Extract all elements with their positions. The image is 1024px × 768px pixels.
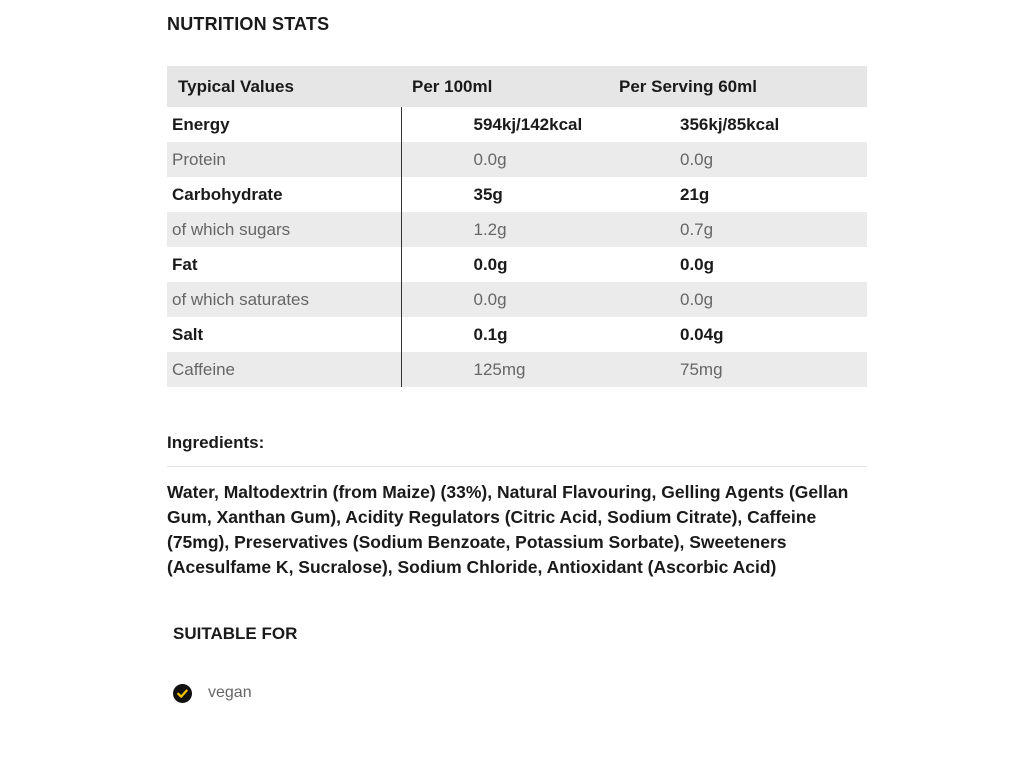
row-label: Protein — [167, 142, 401, 177]
header-per-100ml: Per 100ml — [412, 76, 493, 96]
nutrition-table — [167, 66, 868, 387]
row-label: of which saturates — [167, 282, 401, 317]
row-label: Salt — [167, 317, 401, 352]
row-label: Caffeine — [167, 352, 401, 387]
row-label: of which sugars — [167, 212, 401, 247]
suitable-for-title: SUITABLE FOR — [173, 624, 298, 643]
row-per-serving: 0.0g — [680, 289, 714, 309]
table-row — [167, 142, 867, 177]
ingredients-title: Ingredients: — [167, 433, 265, 452]
row-per-serving: 0.04g — [680, 324, 724, 344]
row-per-serving: 75mg — [680, 359, 723, 379]
suitable-item-label: vegan — [208, 684, 252, 701]
row-label: Carbohydrate — [167, 177, 401, 212]
row-label: Fat — [167, 247, 401, 282]
row-per-100ml: 0.0g — [473, 254, 508, 274]
row-per-100ml: 1.2g — [473, 219, 507, 239]
row-per-100ml: 35g — [473, 184, 503, 204]
divider — [167, 466, 867, 467]
row-per-100ml: 125mg — [473, 359, 526, 379]
table-row — [167, 177, 867, 212]
row-per-100ml: 0.0g — [473, 149, 507, 169]
row-per-serving: 356kj/85kcal — [680, 114, 780, 134]
row-per-serving: 0.0g — [680, 149, 714, 169]
row-per-serving: 0.0g — [680, 254, 715, 274]
row-per-serving: 0.7g — [680, 219, 714, 239]
table-row — [167, 352, 867, 387]
table-row — [167, 282, 867, 317]
table-row — [167, 247, 867, 282]
table-row — [167, 212, 867, 247]
row-per-serving: 21g — [680, 184, 710, 204]
header-per-serving: Per Serving 60ml — [619, 76, 757, 96]
table-row — [167, 107, 867, 142]
table-row — [167, 317, 867, 352]
nutrition-title: NUTRITION STATS — [167, 14, 330, 34]
row-label: Energy — [167, 107, 401, 142]
row-per-100ml: 0.1g — [473, 324, 508, 344]
suitable-item-vegan — [173, 683, 252, 703]
row-per-100ml: 0.0g — [473, 289, 507, 309]
header-typical-values: Typical Values — [178, 76, 294, 96]
nutrition-header-row — [167, 66, 867, 107]
check-circle-icon — [173, 684, 192, 703]
ingredients-text: Water, Maltodextrin (from Maize) (33%), Natural Flavouring, Gelling Agents (Gellan Gum, Xanthan Gum), Acidity Regulators (Citric Acid, Sodium Citrate), Caffeine (75mg), Preservatives (Sodium Benzoate, Potassium Sorbate), Sweeteners (Acesulfame K, Sucralose), Sodium Chloride, Antioxidant (Ascorbic Acid) — [167, 482, 849, 577]
row-per-100ml: 594kj/142kcal — [473, 114, 583, 134]
